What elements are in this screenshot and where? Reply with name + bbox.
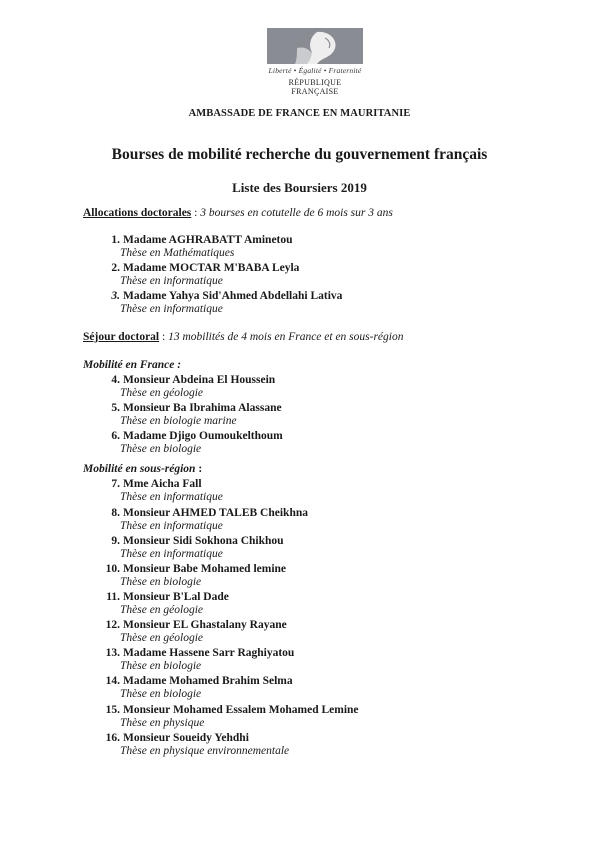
list-item <box>100 478 520 503</box>
sousregion-heading-colon: : <box>195 463 203 475</box>
item-topic: Thèse en informatique <box>120 275 223 287</box>
item-name: Monsieur AHMED TALEB Cheikhna <box>123 507 308 519</box>
marianne-logo-icon <box>267 28 363 64</box>
republique-francaise-logo <box>265 28 365 96</box>
document-subtitle: Liste des Boursiers 2019 <box>232 180 367 195</box>
item-number: 4. <box>111 374 120 386</box>
list-item <box>100 535 520 560</box>
list-item <box>100 402 520 427</box>
item-name: Monsieur Sidi Sokhona Chikhou <box>123 535 284 547</box>
list-item <box>100 704 520 729</box>
item-name: Madame MOCTAR M'BABA Leyla <box>123 262 300 274</box>
item-number: 5. <box>111 402 120 414</box>
item-name: Monsieur B'Lal Dade <box>123 591 229 603</box>
allocations-description: 3 bourses en cotutelle de 6 mois sur 3 ans <box>200 207 393 219</box>
item-name: Madame Yahya Sid'Ahmed Abdellahi Lativa <box>123 290 343 302</box>
item-number: 8. <box>111 507 120 519</box>
list-item <box>100 619 520 644</box>
allocations-separator: : <box>191 207 201 219</box>
item-number: 1. <box>111 234 120 246</box>
list-item <box>100 675 520 700</box>
item-number: 16. <box>105 732 120 744</box>
allocations-section-heading <box>83 207 393 219</box>
item-number: 12. <box>105 619 120 631</box>
item-name: Madame AGHRABATT Aminetou <box>123 234 293 246</box>
sejour-label: Séjour doctoral <box>83 331 160 343</box>
sousregion-group-heading <box>83 463 202 475</box>
item-name: Monsieur Soueidy Yehdhi <box>123 732 249 744</box>
item-name: Madame Hassene Sarr Raghiyatou <box>123 647 295 659</box>
item-name: Monsieur Ba Ibrahima Alassane <box>123 402 282 414</box>
france-group-heading: Mobilité en France : <box>83 359 182 371</box>
list-item <box>100 591 520 616</box>
item-topic: Thèse en informatique <box>120 520 223 532</box>
item-number: 11. <box>106 591 120 603</box>
item-name: Monsieur Mohamed Essalem Mohamed Lemine <box>123 704 359 716</box>
list-item <box>100 374 520 399</box>
item-topic: Thèse en Mathématiques <box>120 247 235 259</box>
document-title: Bourses de mobilité recherche du gouvernement français <box>111 146 488 163</box>
sousregion-heading-text: Mobilité en sous-région <box>83 463 196 475</box>
item-number: 10. <box>105 563 120 575</box>
item-number: 7. <box>111 478 120 490</box>
item-topic: Thèse en biologie <box>120 576 202 588</box>
sejour-section-heading <box>83 331 403 343</box>
item-topic: Thèse en informatique <box>120 303 223 315</box>
item-number: 9. <box>111 535 120 547</box>
item-number: 13. <box>105 647 120 659</box>
item-name: Monsieur Abdeina El Houssein <box>123 374 276 386</box>
item-topic: Thèse en physique environnementale <box>120 745 290 757</box>
item-number: 15. <box>105 704 120 716</box>
allocations-label: Allocations doctorales <box>83 207 192 219</box>
item-name: Mme Aicha Fall <box>123 478 202 490</box>
item-name: Monsieur EL Ghastalany Rayane <box>123 619 287 631</box>
item-topic: Thèse en physique <box>120 717 205 729</box>
item-topic: Thèse en biologie marine <box>120 415 237 427</box>
item-topic: Thèse en informatique <box>120 491 223 503</box>
sejour-separator: : <box>159 331 169 343</box>
item-number: 2. <box>111 262 120 274</box>
item-topic: Thèse en géologie <box>120 387 204 399</box>
list-item <box>100 262 520 287</box>
list-item <box>100 290 520 315</box>
list-item <box>100 732 520 757</box>
list-item <box>100 563 520 588</box>
item-topic: Thèse en informatique <box>120 548 223 560</box>
embassy-heading: AMBASSADE DE FRANCE EN MAURITANIE <box>188 108 411 119</box>
logo-republic-text: RÉPUBLIQUE FRANÇAISE <box>288 78 342 96</box>
item-name: Madame Mohamed Brahim Selma <box>123 675 293 687</box>
list-item <box>100 647 520 672</box>
list-item <box>100 234 520 259</box>
item-number: 3. <box>111 290 120 302</box>
item-name: Monsieur Babe Mohamed lemine <box>123 563 287 575</box>
item-topic: Thèse en biologie <box>120 688 202 700</box>
logo-motto: Liberté • Égalité • Fraternité <box>268 66 362 75</box>
item-number: 6. <box>111 430 120 442</box>
item-topic: Thèse en géologie <box>120 604 204 616</box>
item-topic: Thèse en biologie <box>120 660 202 672</box>
list-item <box>100 430 520 455</box>
item-number: 14. <box>105 675 120 687</box>
item-topic: Thèse en biologie <box>120 443 202 455</box>
item-topic: Thèse en géologie <box>120 632 204 644</box>
sejour-description: 13 mobilités de 4 mois en France et en sous-région <box>168 331 404 343</box>
list-item <box>100 507 520 532</box>
item-name: Madame Djigo Oumoukelthoum <box>123 430 283 442</box>
